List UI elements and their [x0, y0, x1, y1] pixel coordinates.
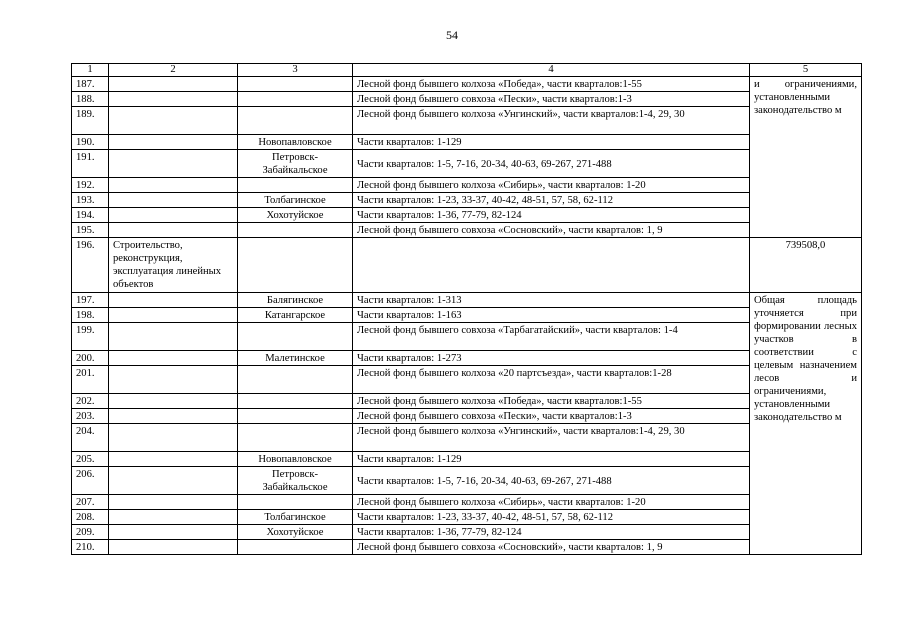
header-col-4: 4 — [353, 64, 750, 77]
row-number: 187. — [72, 77, 109, 92]
district-cell — [238, 540, 353, 555]
purpose-cell — [109, 223, 238, 238]
table-row — [72, 323, 862, 351]
purpose-cell — [109, 323, 238, 351]
row-number: 193. — [72, 193, 109, 208]
purpose-cell — [109, 452, 238, 467]
total-area-cell: 739508,0 — [750, 238, 862, 293]
quarters-cell: Части кварталов: 1-129 — [353, 452, 750, 467]
table-row — [72, 394, 862, 409]
district-cell — [238, 394, 353, 409]
row-number: 196. — [72, 238, 109, 293]
table-row — [72, 77, 862, 92]
table-row — [72, 293, 862, 308]
purpose-cell — [109, 178, 238, 193]
table-row — [72, 510, 862, 525]
row-number: 208. — [72, 510, 109, 525]
table-row — [72, 366, 862, 394]
quarters-cell: Части кварталов: 1-36, 77-79, 82-124 — [353, 208, 750, 223]
district-cell: Толбагинское — [238, 193, 353, 208]
row-number: 205. — [72, 452, 109, 467]
table-row — [72, 178, 862, 193]
purpose-cell — [109, 525, 238, 540]
district-cell — [238, 323, 353, 351]
table-row — [72, 409, 862, 424]
quarters-cell: Лесной фонд бывшего колхоза «Унгинский», части кварталов:1-4, 29, 30 — [353, 107, 750, 135]
quarters-cell: Лесной фонд бывшего совхоза «Сосновский», части кварталов: 1, 9 — [353, 540, 750, 555]
row-number: 210. — [72, 540, 109, 555]
purpose-cell — [109, 293, 238, 308]
district-cell: Петровск-Забайкальское — [238, 150, 353, 178]
purpose-cell — [109, 467, 238, 495]
table-row — [72, 525, 862, 540]
district-cell — [238, 223, 353, 238]
purpose-cell — [109, 193, 238, 208]
table-row — [72, 238, 862, 293]
header-col-1: 1 — [72, 64, 109, 77]
table-row — [72, 223, 862, 238]
quarters-cell: Лесной фонд бывшего совхоза «Пески», части кварталов:1-3 — [353, 92, 750, 107]
purpose-cell — [109, 77, 238, 92]
quarters-cell: Лесной фонд бывшего колхоза «20 партсъезда», части кварталов:1-28 — [353, 366, 750, 394]
quarters-cell: Части кварталов: 1-273 — [353, 351, 750, 366]
row-number: 202. — [72, 394, 109, 409]
table-row — [72, 193, 862, 208]
row-number: 188. — [72, 92, 109, 107]
district-cell — [238, 178, 353, 193]
quarters-cell: Части кварталов: 1-23, 33-37, 40-42, 48-51, 57, 58, 62-112 — [353, 510, 750, 525]
district-cell: Балягинское — [238, 293, 353, 308]
district-cell — [238, 107, 353, 135]
header-col-3: 3 — [238, 64, 353, 77]
district-cell: Катангарское — [238, 308, 353, 323]
district-cell — [238, 92, 353, 107]
row-number: 206. — [72, 467, 109, 495]
table-row — [72, 540, 862, 555]
area-note-cell: Общая площадь уточняется при формировании лесных участков в соответствии с целевым назначением лесов и ограничениями, установленными законодательство м — [750, 293, 862, 555]
table-row — [72, 452, 862, 467]
purpose-cell — [109, 540, 238, 555]
quarters-cell: Лесной фонд бывшего колхоза «Победа», части кварталов:1-55 — [353, 77, 750, 92]
quarters-cell: Части кварталов: 1-5, 7-16, 20-34, 40-63, 69-267, 271-488 — [353, 150, 750, 178]
row-number: 209. — [72, 525, 109, 540]
row-number: 192. — [72, 178, 109, 193]
purpose-cell: Строительство, реконструкция, эксплуатация линейных объектов — [109, 238, 238, 293]
forest-register-table — [71, 63, 862, 555]
table-row — [72, 308, 862, 323]
table-row — [72, 107, 862, 135]
district-cell — [238, 77, 353, 92]
quarters-cell: Части кварталов: 1-313 — [353, 293, 750, 308]
quarters-cell: Лесной фонд бывшего совхоза «Пески», части кварталов:1-3 — [353, 409, 750, 424]
district-cell: Толбагинское — [238, 510, 353, 525]
row-number: 191. — [72, 150, 109, 178]
district-cell: Петровск-Забайкальское — [238, 467, 353, 495]
row-number: 194. — [72, 208, 109, 223]
row-number: 189. — [72, 107, 109, 135]
row-number: 195. — [72, 223, 109, 238]
quarters-cell: Лесной фонд бывшего колхоза «Унгинский», части кварталов:1-4, 29, 30 — [353, 424, 750, 452]
table-row — [72, 424, 862, 452]
row-number: 190. — [72, 135, 109, 150]
quarters-cell: Лесной фонд бывшего совхоза «Сосновский», части кварталов: 1, 9 — [353, 223, 750, 238]
purpose-cell — [109, 495, 238, 510]
quarters-cell: Лесной фонд бывшего колхоза «Сибирь», части кварталов: 1-20 — [353, 495, 750, 510]
district-cell: Новопавловское — [238, 135, 353, 150]
header-col-5: 5 — [750, 64, 862, 77]
purpose-cell — [109, 92, 238, 107]
purpose-cell — [109, 424, 238, 452]
purpose-cell — [109, 351, 238, 366]
row-number: 198. — [72, 308, 109, 323]
row-number: 197. — [72, 293, 109, 308]
row-number: 201. — [72, 366, 109, 394]
district-cell: Малетинское — [238, 351, 353, 366]
purpose-cell — [109, 308, 238, 323]
district-cell — [238, 366, 353, 394]
table-row — [72, 495, 862, 510]
district-cell: Хохотуйское — [238, 208, 353, 223]
purpose-cell — [109, 394, 238, 409]
district-cell — [238, 495, 353, 510]
quarters-cell: Части кварталов: 1-163 — [353, 308, 750, 323]
header-col-2: 2 — [109, 64, 238, 77]
purpose-cell — [109, 150, 238, 178]
table-row — [72, 150, 862, 178]
row-number: 200. — [72, 351, 109, 366]
table-row — [72, 208, 862, 223]
table-row — [72, 92, 862, 107]
header-row — [72, 64, 862, 77]
row-number: 203. — [72, 409, 109, 424]
row-number: 204. — [72, 424, 109, 452]
row-number: 199. — [72, 323, 109, 351]
page-number: 54 — [446, 28, 458, 42]
quarters-cell: Лесной фонд бывшего совхоза «Тарбагатайский», части кварталов: 1-4 — [353, 323, 750, 351]
quarters-cell: Части кварталов: 1-5, 7-16, 20-34, 40-63, 69-267, 271-488 — [353, 467, 750, 495]
district-cell — [238, 238, 353, 293]
purpose-cell — [109, 409, 238, 424]
purpose-cell — [109, 208, 238, 223]
row-number: 207. — [72, 495, 109, 510]
district-cell — [238, 409, 353, 424]
district-cell: Хохотуйское — [238, 525, 353, 540]
quarters-cell: Части кварталов: 1-129 — [353, 135, 750, 150]
district-cell: Новопавловское — [238, 452, 353, 467]
quarters-cell: Лесной фонд бывшего колхоза «Победа», части кварталов:1-55 — [353, 394, 750, 409]
quarters-cell: Лесной фонд бывшего колхоза «Сибирь», части кварталов: 1-20 — [353, 178, 750, 193]
purpose-cell — [109, 135, 238, 150]
table-row — [72, 351, 862, 366]
district-cell — [238, 424, 353, 452]
quarters-cell: Части кварталов: 1-23, 33-37, 40-42, 48-51, 57, 58, 62-112 — [353, 193, 750, 208]
purpose-cell — [109, 510, 238, 525]
quarters-cell: Части кварталов: 1-36, 77-79, 82-124 — [353, 525, 750, 540]
purpose-cell — [109, 107, 238, 135]
quarters-cell — [353, 238, 750, 293]
table-row — [72, 135, 862, 150]
area-note-cell: и ограничениями, установленными законодательство м — [750, 77, 862, 238]
purpose-cell — [109, 366, 238, 394]
table-row — [72, 467, 862, 495]
